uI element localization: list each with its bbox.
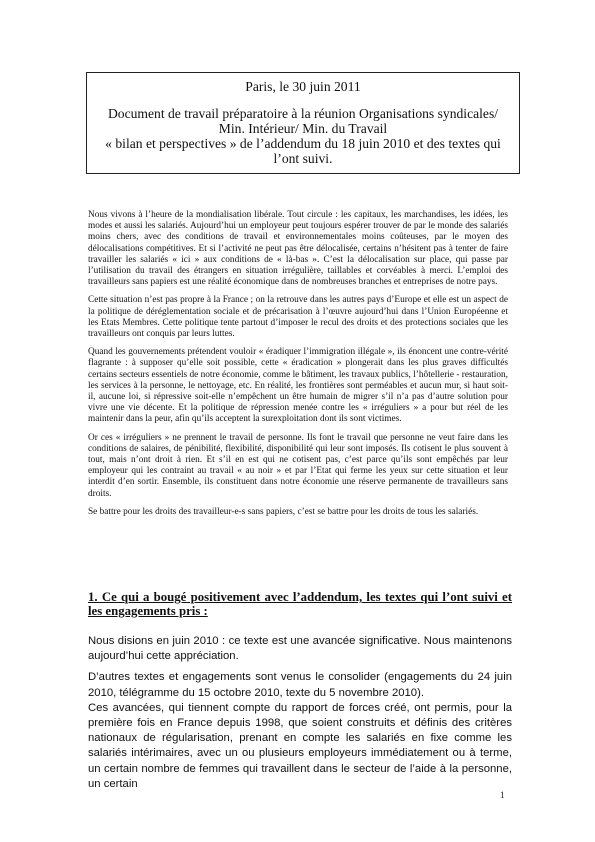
body-paragraph: Ces avancées, qui tiennent compte du rapport de forces créé, ont permis, pour la première fois en France depuis 1998, que soient construits et définis des critères nationaux de régularisation, prenant en compte les salariés en fixe comme les salariés intérimaires, avec un ou plusieurs employeurs immédiatement ou à terme, un certain nombre de femmes qui travaillent dans le secteur de l’aide à la personne, un certain (88, 701, 512, 790)
intro-paragraph: Or ces « irréguliers » ne prennent le travail de personne. Ils font le travail que personne ne veut faire dans les conditions de salaires, de pénibilité, flexibilité, disponibilité qui leur sont imposés. Ils cotisent le plus souvent à tout, mais n’ont droit à rien. Et s’il en est qui ne cotisent pas, c’est parce qu’ils sont empêchés par leur employeur qui les contraint au travail « au noir » et par l’Etat qui ferme les yeux sur cette situation et leur interdit d’en sortir. Ensemble, ils constituent dans notre économie une réserve permanente de travailleurs sans droits. (88, 432, 508, 499)
document-date: Paris, le 30 juin 2011 (245, 79, 361, 94)
header-box (86, 72, 520, 174)
document-title (87, 106, 519, 166)
intro-section (88, 210, 508, 525)
intro-paragraph: Cette situation n’est pas propre à la France ; on la retrouve dans les autres pays d’Europe et elle est un aspect de la politique de déréglementation sociale et de précarisation à l’œuvre aujourd’hui dans l’Union Européenne et les Etats Membres. Cette politique tente partout d’imposer le recul des droits et des protections sociales que les travailleurs ont conquis par leurs luttes. (88, 295, 508, 340)
title-line: Document de travail préparatoire à la réunion Organisations syndicales/ (107, 106, 499, 121)
body-paragraph: D’autres textes et engagements sont venus le consolider (engagements du 24 juin 2010, télégramme du 15 octobre 2010, texte du 5 novembre 2010). (88, 671, 512, 699)
body-paragraph: Nous disions en juin 2010 : ce texte est une avancée significative. Nous maintenons aujourd’hui cette appréciation. (88, 635, 512, 663)
title-line: l’ont suivi. (273, 151, 333, 166)
title-line: Min. Intérieur/ Min. du Travail (218, 121, 388, 136)
intro-paragraph: Quand les gouvernements prétendent vouloir « éradiquer l’immigration illégale », ils énoncent une contre-vérité flagrante : à supposer qu’elle soit possible, cette « éradication » plongerait dans les plus graves difficultés certains secteurs essentiels de notre économie, comme le bâtiment, les travaux publics, l’hôtellerie - restauration, les services à la personne, le nettoyage, etc. En réalité, les frontières sont perméables et aucun mur, si haut soit-il, aucune loi, si répressive soit-elle n’empêchent un être humain de migrer s’il n’a pas d’autre solution pour vivre une vie décente. Et la politique de répression menée contre les « irréguliers » a pour but réel de les maintenir dans la peur, afin qu’ils acceptent la surexploitation dont ils sont victimes. (88, 347, 508, 425)
section-heading: 1. Ce qui a bougé positivement avec l’addendum, les textes qui l’ont suivi et les engagements pris : (88, 590, 512, 618)
page-number: 1 (500, 790, 505, 800)
intro-paragraph: Se battre pour les droits des travailleur-e-s sans papiers, c’est se battre pour les droits de tous les salariés. (88, 506, 479, 517)
intro-paragraph: Nous vivons à l’heure de la mondialisation libérale. Tout circule : les capitaux, les marchandises, les idées, les modes et aussi les salariés. Aujourd’hui un employeur peut toujours espérer trouver de par le monde des salariés moins chers, avec des conditions de travail et environnementales moins coûteuses, par le moyen des délocalisations compétitives. Et si l’activité ne peut pas être délocalisée, certains n’hésitent pas à tenter de faire travailler les salariés « ici » aux conditions de « là-bas ». C’est la délocalisation sur place, qui passe par l’utilisation du travail des étrangers en situation irrégulière, taillables et corvéables à merci. L’emploi des travailleurs sans papiers est une réalité économique dans de nombreuses branches et entreprises de notre pays. (88, 210, 508, 288)
title-line: « bilan et perspectives » de l’addendum du 18 juin 2010 et des textes qui (105, 136, 501, 151)
section-body (88, 634, 512, 792)
